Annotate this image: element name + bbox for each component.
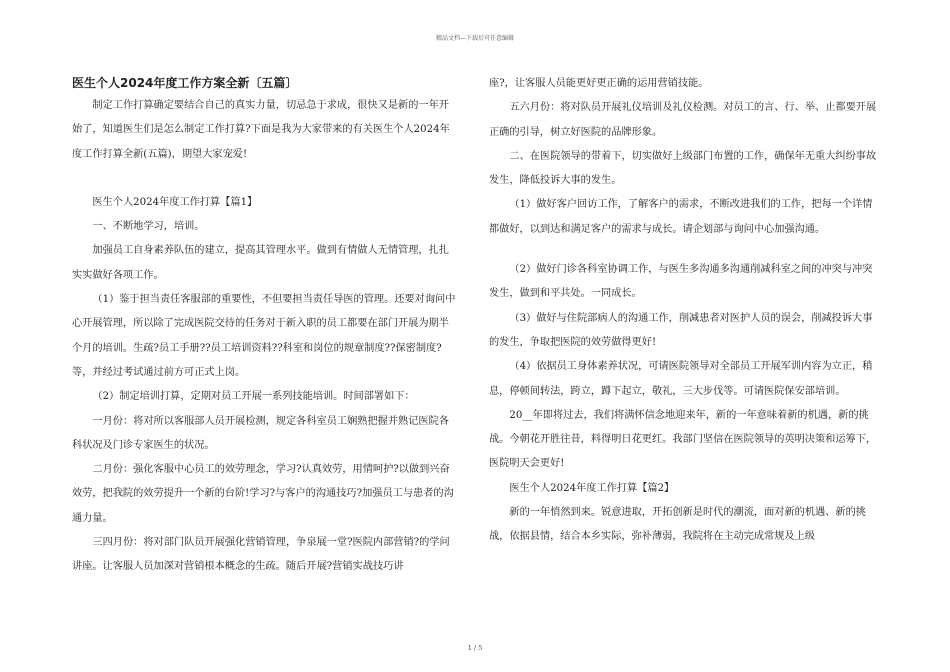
paragraph: 一月份：将对所以客服部人员开展检测，规定各科室员工娴熟把握并熟记医院各科状况及门诊专家医生的状况。 (72, 415, 449, 451)
section-heading-1: 医生个人2024年度工作打算【篇1】 (92, 196, 258, 208)
paragraph: （3）做好与住院部病人的沟通工作，削减患者对医护人员的误会，削减投诉大事的发生，争取把医院的效劳做得更好! (489, 312, 873, 348)
paragraph: 新的一年悄然到来。锐意进取，开拓创新是时代的潮流，面对新的机遇、新的挑战，依据县情，结合本乡实际，弥补薄弱，我院将在主动完成常规及上级 (489, 507, 866, 543)
paragraph: 一、不断地学习，培训。 (92, 221, 205, 233)
paragraph: （4）依据员工身体素养状况，可请医院领导对全部员工开展军训内容为立正，稍息，停顿间转法，跨立，蹲下起立，敬礼，三大步伐等。可请医院保安部培训。 (489, 361, 873, 397)
document-title: 医生个人2024年度工作方案全新〔五篇〕 (72, 76, 298, 90)
paragraph: 五六月份：将对队员开展礼仪培训及礼仪检测。对员工的言、行、举、止都要开展正确的引导，树立好医院的品牌形象。 (489, 102, 877, 138)
page-header-note: 精品文档---下载后可任意编辑 (435, 35, 515, 42)
paragraph: 二、在医院领导的带着下，切实做好上级部门布置的工作，确保年无重大纠纷事故发生，降低投诉大事的发生。 (489, 150, 877, 187)
paragraph: 加强员工自身素养队伍的建立，提高其管理水平。做到有情做人无情管理，扎扎实实做好各项工作。 (72, 245, 449, 281)
section-heading-2: 医生个人2024年度工作打算【篇2】 (509, 482, 675, 494)
paragraph: 座?，让客服人员能更好更正确的运用营销技能。 (489, 78, 709, 89)
intro-paragraph: 制定工作打算确定要结合自己的真实力量，切忌急于求成，很快又是新的一年开始了，知道医生们是怎么制定工作打算?下面是我为大家带来的有关医生个人2024年度工作打算全新(五篇)，期望大家宠爱! (72, 100, 450, 160)
paragraph: （1）鉴于担当责任客服部的重要性，不但要担当责任导医的管理。还要对询问中心开展管理，所以除了完成医院交待的任务对于新入职的员工都要在部门开展为期半个月的培训。生疏?员工手册??员工培训资料??科室和岗位的规章制度??保密制度?等，并经过考试通过前方可正式上岗。 (72, 294, 456, 378)
page-number: 1 / 5 (467, 644, 483, 652)
paragraph: （2）做好门诊各科室协调工作，与医生多沟通多沟通削减科室之间的冲突与冲突发生，做到和平共处。一同成长。 (489, 264, 873, 300)
right-column (489, 72, 882, 550)
paragraph: 20__年即将过去，我们将满怀信念地迎来年，新的一年意味着新的机遇，新的挑战。今朝花开胜往昔，料得明日花更红。我部门坚信在医院领导的英明决策和运筹下，医院明天会更好! (489, 409, 877, 470)
left-column (72, 72, 457, 580)
paragraph: （2）制定培训打算，定期对员工开展一系列技能培训。时间部署如下： (92, 391, 415, 403)
paragraph: （1）做好客户回访工作，了解客户的需求，不断改进我们的工作，把每一个详情都做好，以到达和满足客户的需求与成长。请企划部与询问中心加强沟通。 (489, 199, 873, 235)
paragraph: 三四月份：将对部门队员开展强化营销管理，争泉展一堂?医院内部营销?的学问讲座。让客服人员加深对营销根本概念的生疏。随后开展?营销实战技巧讲 (72, 537, 450, 573)
paragraph: 二月份：强化客服中心员工的效劳理念，学习?认真效劳，用情呵护?以做到兴奋效劳，把我院的效劳提升一个新的台阶!学习?与客户的沟通技巧?加强员工与患者的沟通力量。 (72, 464, 454, 524)
